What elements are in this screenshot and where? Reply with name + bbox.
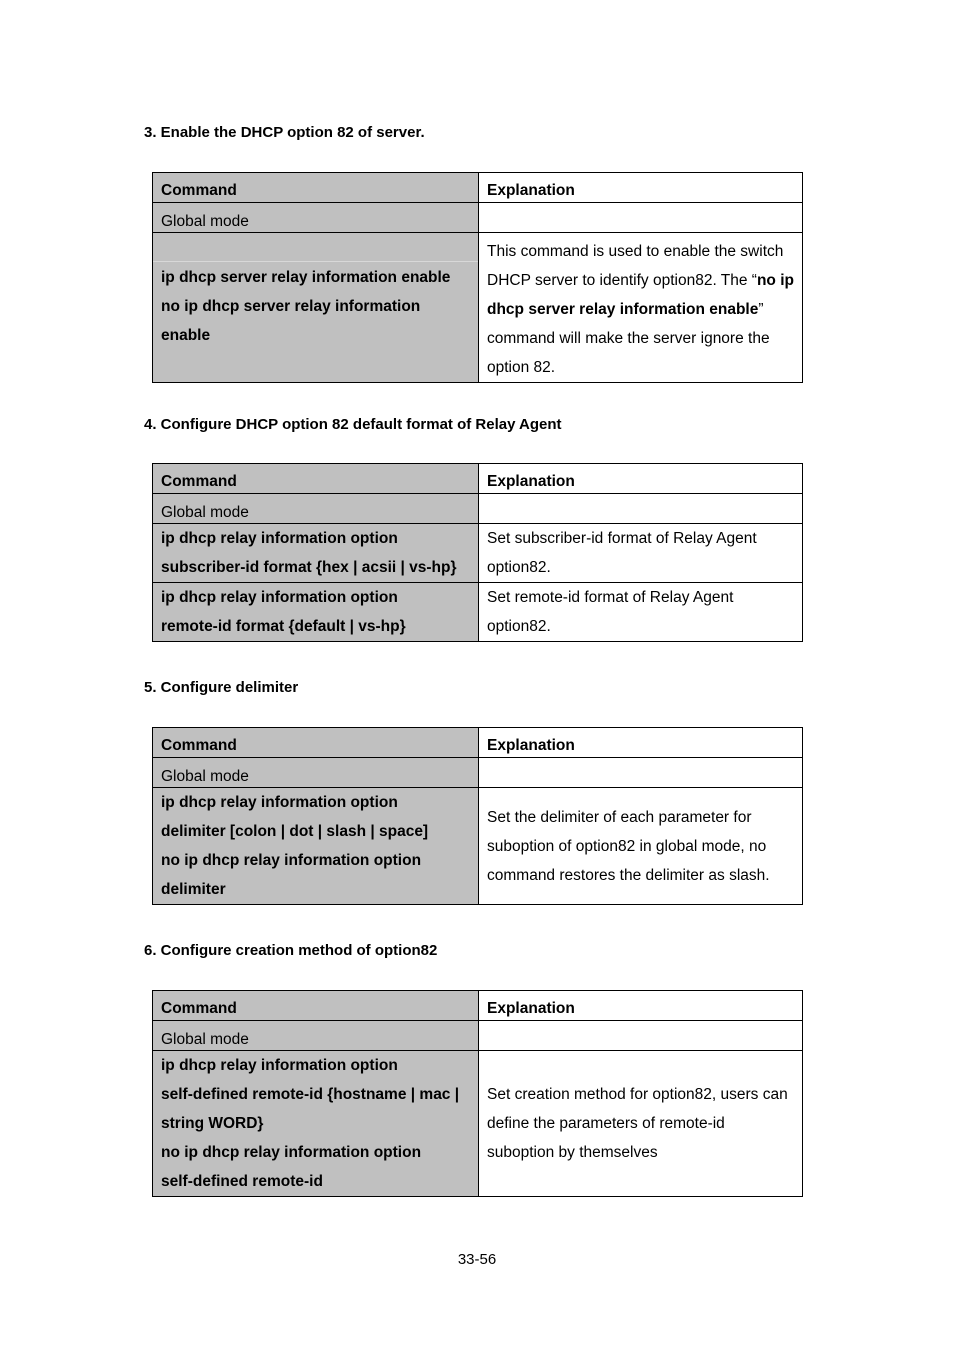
header-explanation: Explanation bbox=[479, 464, 803, 494]
explanation-command: no ip dhcp server relay information enable bbox=[487, 272, 794, 318]
command-line: no ip dhcp relay information option bbox=[161, 1144, 422, 1161]
command-line: self-defined remote-id bbox=[161, 1173, 323, 1190]
command-cell bbox=[153, 233, 479, 383]
header-command: Command bbox=[153, 464, 479, 494]
section-heading-3: 3. Enable the DHCP option 82 of server. bbox=[144, 124, 425, 141]
table-option82-server bbox=[152, 172, 803, 383]
command-line: subscriber-id format {hex | acsii | vs-hp} bbox=[161, 559, 457, 576]
command-line: enable bbox=[161, 327, 211, 344]
command-line: ip dhcp server relay information enable bbox=[161, 269, 451, 286]
table-creation-method bbox=[152, 990, 803, 1197]
section-heading-6: 6. Configure creation method of option82 bbox=[144, 942, 438, 959]
command-line: ip dhcp relay information option bbox=[161, 794, 398, 811]
explanation-cell bbox=[479, 233, 803, 383]
global-mode-empty bbox=[479, 494, 803, 524]
command-line: string WORD} bbox=[161, 1115, 264, 1132]
global-mode-label: Global mode bbox=[153, 203, 479, 233]
command-cell bbox=[153, 1051, 479, 1197]
explanation-text-end: ” command will make the server ignore the option 82. bbox=[487, 301, 770, 376]
table-delimiter bbox=[152, 727, 803, 905]
global-mode-label: Global mode bbox=[153, 1021, 479, 1051]
command-line: ip dhcp relay information option bbox=[161, 1057, 398, 1074]
global-mode-empty bbox=[479, 203, 803, 233]
header-explanation: Explanation bbox=[479, 728, 803, 758]
command-cell bbox=[153, 583, 479, 642]
explanation-cell: Set creation method for option82, users can define the parameters of remote-id suboption by themselves bbox=[479, 1051, 803, 1197]
table-relay-agent-format bbox=[152, 463, 803, 642]
section-heading-5: 5. Configure delimiter bbox=[144, 679, 299, 696]
header-command: Command bbox=[153, 728, 479, 758]
header-explanation: Explanation bbox=[479, 991, 803, 1021]
header-command: Command bbox=[153, 991, 479, 1021]
global-mode-empty bbox=[479, 758, 803, 788]
explanation-cell: Set remote-id format of Relay Agent option82. bbox=[479, 583, 803, 642]
explanation-cell: Set the delimiter of each parameter for suboption of option82 in global mode, no command restores the delimiter as slash. bbox=[479, 788, 803, 905]
explanation-cell: Set subscriber-id format of Relay Agent option82. bbox=[479, 524, 803, 583]
explanation-text: This command is used to enable the switch DHCP server to identify option82. The “ bbox=[487, 243, 784, 289]
command-line: no ip dhcp relay information option bbox=[161, 852, 422, 869]
header-explanation: Explanation bbox=[479, 173, 803, 203]
global-mode-label: Global mode bbox=[153, 758, 479, 788]
page-number: 33-56 bbox=[457, 1251, 497, 1268]
command-line: remote-id format {default | vs-hp} bbox=[161, 618, 406, 635]
global-mode-empty bbox=[479, 1021, 803, 1051]
command-line: ip dhcp relay information option bbox=[161, 589, 398, 606]
header-command: Command bbox=[153, 173, 479, 203]
command-line: delimiter bbox=[161, 881, 226, 898]
section-heading-4: 4. Configure DHCP option 82 default format of Relay Agent bbox=[144, 416, 562, 433]
command-line: delimiter [colon | dot | slash | space] bbox=[161, 823, 429, 840]
command-cell bbox=[153, 788, 479, 905]
command-line: ip dhcp relay information option bbox=[161, 530, 398, 547]
command-cell bbox=[153, 524, 479, 583]
command-line: self-defined remote-id {hostname | mac | bbox=[161, 1086, 460, 1103]
command-line: no ip dhcp server relay information bbox=[161, 298, 421, 315]
global-mode-label: Global mode bbox=[153, 494, 479, 524]
